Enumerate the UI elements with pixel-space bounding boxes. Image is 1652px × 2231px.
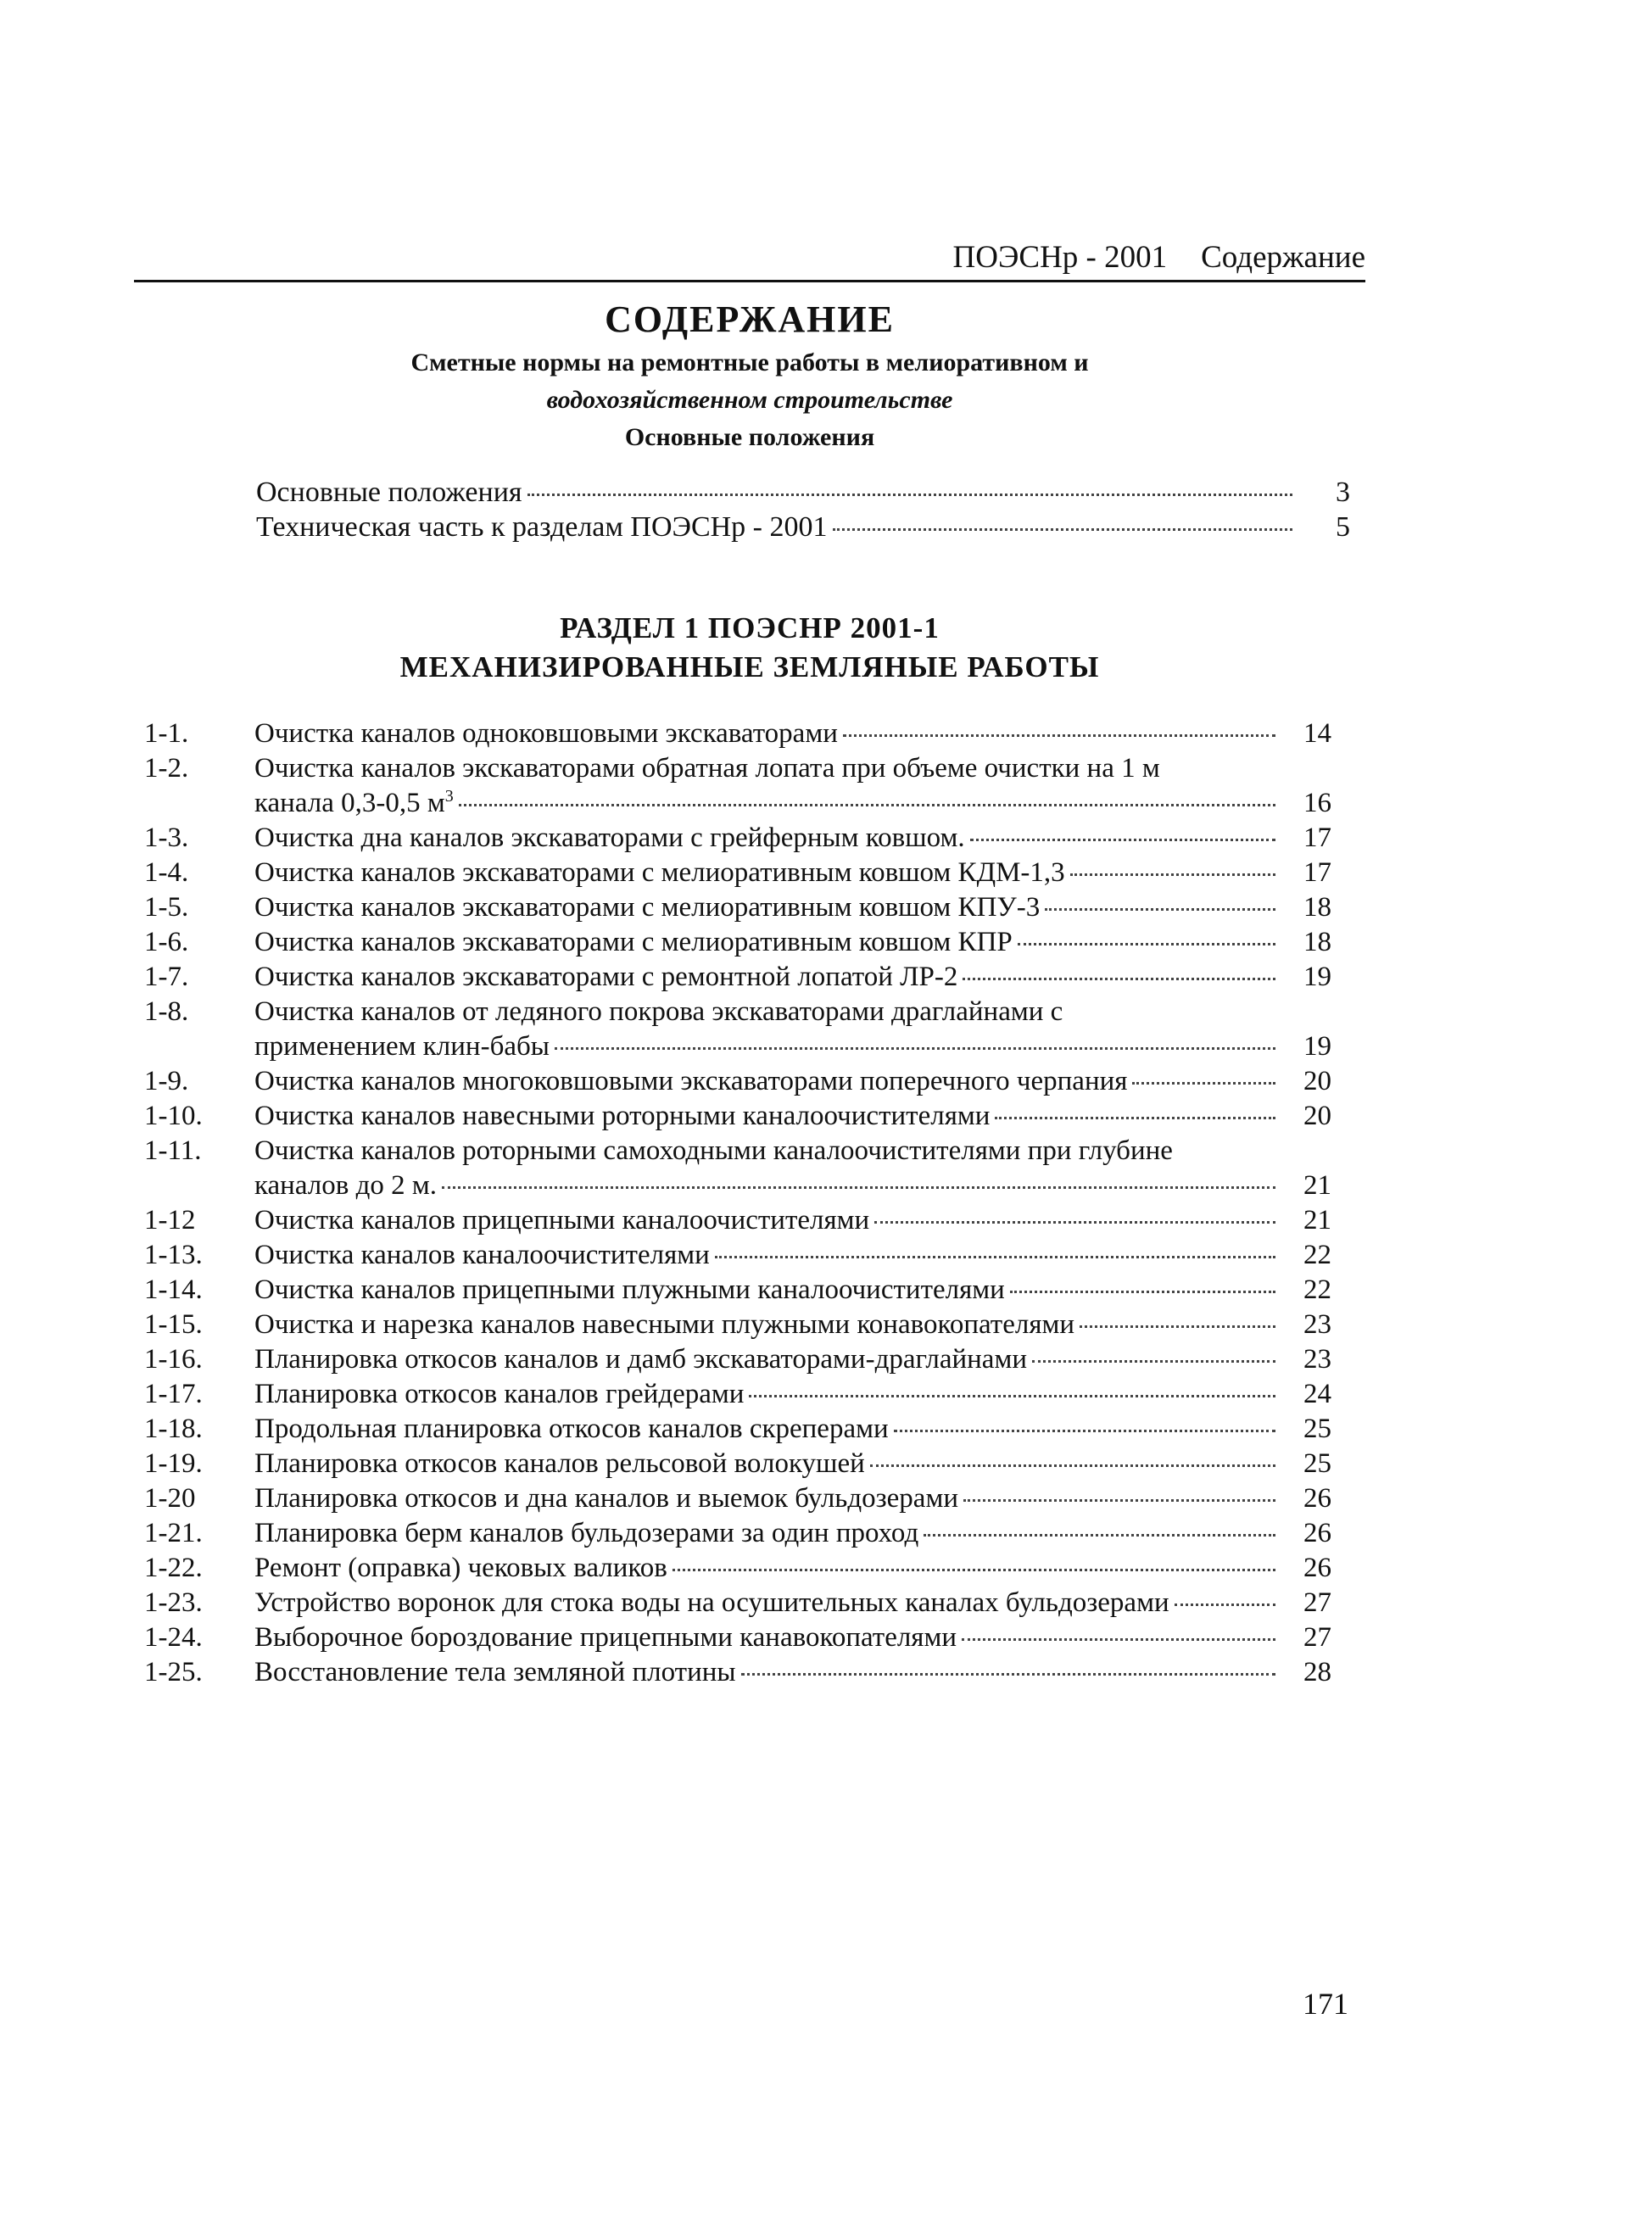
entry-text-line-1: Очистка каналов от ледяного покрова экскаваторами драглайнами с	[254, 996, 1063, 1027]
entry-text: Очистка каналов экскаваторами с ремонтной лопатой ЛР-2	[254, 962, 958, 992]
entry-body	[254, 1099, 1331, 1134]
entry-page: 18	[1303, 892, 1331, 923]
intro-toc	[256, 475, 1350, 544]
page-title: СОДЕРЖАНИЕ	[605, 298, 895, 340]
entry-number: 1-7.	[144, 962, 189, 992]
entry-line	[254, 1551, 1331, 1586]
entry-number: 1-6.	[144, 927, 189, 957]
toc-entry[interactable]	[144, 1620, 1331, 1655]
entry-number: 1-25.	[144, 1657, 203, 1687]
leader-dots	[1045, 908, 1275, 911]
entry-number: 1-1.	[144, 718, 189, 749]
entry-text-line-2-wrap	[254, 786, 454, 821]
entry-text: Очистка каналов многоковшовыми экскаваторами поперечного черпания	[254, 1066, 1128, 1096]
leader-dots	[442, 1186, 1275, 1189]
entry-page: 17	[1303, 823, 1331, 853]
entry-number: 1-22.	[144, 1553, 203, 1583]
entry-text: Очистка каналов экскаваторами с мелиоративным ковшом КПР	[254, 927, 1013, 957]
leader-dots	[555, 1047, 1275, 1050]
entry-number: 1-10.	[144, 1101, 203, 1131]
toc-entry[interactable]	[144, 1308, 1331, 1342]
entry-text: Очистка каналов одноковшовыми экскаваторами	[254, 718, 838, 749]
entry-body	[254, 1551, 1331, 1586]
entry-line	[254, 1238, 1331, 1273]
entry-line	[254, 1203, 1331, 1238]
entry-page: 26	[1303, 1553, 1331, 1583]
entry-first-line	[254, 995, 1331, 1029]
entry-page: 25	[1303, 1448, 1331, 1479]
entry-body	[254, 751, 1331, 821]
entry-body	[254, 925, 1331, 960]
leader-dots	[874, 1221, 1275, 1224]
entry-text: Очистка и нарезка каналов навесными плужными конавокопателями	[254, 1309, 1075, 1340]
subtitle-line-3: Основные положения	[624, 423, 875, 451]
toc-entry[interactable]	[144, 717, 1331, 751]
leader-dots	[673, 1569, 1275, 1571]
subtitle-line-2: водохозяйственном строительстве	[546, 386, 953, 414]
entry-body	[254, 1586, 1331, 1620]
entry-line	[254, 1064, 1331, 1099]
entry-body	[254, 1308, 1331, 1342]
entry-number: 1-12	[144, 1205, 196, 1235]
entry-page: 28	[1303, 1657, 1331, 1687]
leader-dots	[924, 1534, 1275, 1537]
toc-entry[interactable]	[144, 1551, 1331, 1586]
toc-entry[interactable]	[144, 1377, 1331, 1412]
entry-body	[254, 1655, 1331, 1690]
entry-body	[254, 717, 1331, 751]
entry-number: 1-8.	[144, 996, 189, 1027]
entry-body	[254, 960, 1331, 995]
entry-line	[254, 1655, 1331, 1690]
toc-entry[interactable]	[144, 856, 1331, 890]
toc-entry[interactable]	[144, 1203, 1331, 1238]
entry-line	[254, 1308, 1331, 1342]
entry-page: 18	[1303, 927, 1331, 957]
entry-page: 22	[1303, 1274, 1331, 1305]
section-subtitle: МЕХАНИЗИРОВАННЫЕ ЗЕМЛЯНЫЕ РАБОТЫ	[399, 650, 1100, 683]
intro-toc-entry[interactable]	[256, 475, 1350, 510]
entry-body	[254, 890, 1331, 925]
toc-entry[interactable]	[144, 1342, 1331, 1377]
entry-first-line	[254, 1134, 1331, 1168]
entry-line	[254, 1377, 1331, 1412]
entry-number: 1-17.	[144, 1379, 203, 1409]
entry-line	[254, 717, 1331, 751]
toc-entry[interactable]	[144, 995, 1331, 1064]
entry-text: Очистка каналов каналоочистителями	[254, 1240, 710, 1270]
entry-line	[254, 1412, 1331, 1447]
toc-entry[interactable]	[144, 1134, 1331, 1203]
entry-line	[254, 856, 1331, 890]
leader-dots	[749, 1395, 1275, 1397]
title-block	[134, 295, 1365, 456]
entry-number: 1-9.	[144, 1066, 189, 1096]
toc-entry[interactable]	[144, 1412, 1331, 1447]
entry-line	[254, 1481, 1331, 1516]
entry-body	[254, 1134, 1331, 1203]
entry-page: 27	[1303, 1587, 1331, 1618]
leader-dots	[995, 1117, 1275, 1119]
toc-entry[interactable]	[144, 1655, 1331, 1690]
entry-page: 20	[1303, 1066, 1331, 1096]
entry-last-line	[254, 1029, 1331, 1064]
entry-page: 24	[1303, 1379, 1331, 1409]
toc-entry[interactable]	[144, 1447, 1331, 1481]
toc-entry[interactable]	[144, 821, 1331, 856]
entry-text: Планировка откосов каналов грейдерами	[254, 1379, 745, 1409]
section-heading	[134, 609, 1365, 687]
leader-dots	[459, 804, 1275, 806]
entry-line	[254, 1620, 1331, 1655]
toc-entry[interactable]	[144, 1516, 1331, 1551]
leader-dots	[963, 1499, 1275, 1502]
entry-text: Очистка каналов прицепными каналоочистителями	[254, 1205, 870, 1235]
entry-page: 23	[1303, 1309, 1331, 1340]
leader-dots	[1132, 1082, 1275, 1085]
entry-first-line	[254, 751, 1331, 786]
leader-dots	[963, 978, 1275, 980]
entry-text: Восстановление тела земляной плотины	[254, 1657, 736, 1687]
intro-entry-text: Основные положения	[256, 477, 522, 508]
leader-dots	[962, 1638, 1275, 1641]
leader-dots	[1070, 873, 1275, 876]
toc-entry[interactable]	[144, 890, 1331, 925]
entry-number: 1-3.	[144, 823, 189, 853]
intro-entry-page: 5	[1336, 511, 1350, 543]
entry-line	[254, 1342, 1331, 1377]
entry-body	[254, 1516, 1331, 1551]
entry-body	[254, 1377, 1331, 1412]
entry-number: 1-14.	[144, 1274, 203, 1305]
entry-page: 26	[1303, 1518, 1331, 1548]
toc-entry[interactable]	[144, 1586, 1331, 1620]
toc-entry[interactable]	[144, 925, 1331, 960]
entry-page: 19	[1303, 1031, 1331, 1062]
entry-page: 23	[1303, 1344, 1331, 1375]
entry-number: 1-2.	[144, 753, 189, 784]
leader-dots	[715, 1256, 1275, 1258]
entry-line	[254, 890, 1331, 925]
leader-dots	[843, 734, 1275, 737]
entry-text: Выборочное бороздование прицепными канавокопателями	[254, 1622, 957, 1653]
entry-body	[254, 1064, 1331, 1099]
entry-page: 16	[1303, 788, 1331, 818]
entry-body	[254, 1412, 1331, 1447]
superscript: 3	[444, 787, 454, 806]
entry-body	[254, 1481, 1331, 1516]
entry-line	[254, 1586, 1331, 1620]
entry-line	[254, 821, 1331, 856]
entry-body	[254, 1273, 1331, 1308]
leader-dots	[1032, 1360, 1275, 1363]
toc-entry[interactable]	[144, 1099, 1331, 1134]
entry-text-line-2-wrap	[254, 1168, 437, 1203]
header-code: ПОЭСНр - 2001	[952, 240, 1168, 275]
toc-entries	[144, 717, 1331, 1690]
entry-body	[254, 1342, 1331, 1377]
entry-text: Планировка берм каналов бульдозерами за один проход	[254, 1518, 919, 1548]
page-number: 171	[1303, 1987, 1348, 2021]
leader-dots	[894, 1430, 1275, 1432]
entry-body	[254, 1447, 1331, 1481]
toc-entry[interactable]	[144, 751, 1331, 821]
entry-page: 17	[1303, 857, 1331, 888]
entry-text-line-2: применением клин-бабы	[254, 1031, 550, 1062]
entry-line	[254, 1099, 1331, 1134]
entry-number: 1-13.	[144, 1240, 203, 1270]
leader-dots	[970, 839, 1275, 841]
leader-dots	[1175, 1604, 1275, 1606]
entry-line	[254, 925, 1331, 960]
entry-number: 1-21.	[144, 1518, 203, 1548]
entry-number: 1-16.	[144, 1344, 203, 1375]
entry-page: 14	[1303, 718, 1331, 749]
intro-toc-entry[interactable]	[256, 510, 1350, 544]
entry-text-line-2-wrap	[254, 1029, 550, 1064]
leader-dots	[527, 494, 1292, 496]
entry-line	[254, 960, 1331, 995]
entry-page: 26	[1303, 1483, 1331, 1514]
entry-number: 1-15.	[144, 1309, 203, 1340]
entry-text: Очистка каналов навесными роторными каналоочистителями	[254, 1101, 991, 1131]
entry-text: Планировка откосов и дна каналов и выемок бульдозерами	[254, 1483, 958, 1514]
entry-text-line-2: каналов до 2 м.	[254, 1170, 437, 1201]
entry-body	[254, 821, 1331, 856]
entry-last-line	[254, 786, 1331, 821]
leader-dots	[1018, 943, 1275, 945]
entry-text-line-1: Очистка каналов роторными самоходными каналоочистителями при глубине	[254, 1135, 1173, 1166]
toc-entry[interactable]	[144, 1273, 1331, 1308]
section-title: РАЗДЕЛ 1 ПОЭСНР 2001-1	[560, 611, 940, 644]
entry-body	[254, 1620, 1331, 1655]
entry-text-line-1: Очистка каналов экскаваторами обратная лопата при объеме очистки на 1 м	[254, 753, 1160, 784]
entry-number: 1-20	[144, 1483, 196, 1514]
leader-dots	[1010, 1291, 1275, 1293]
intro-entry-page: 3	[1336, 477, 1350, 508]
toc-entry[interactable]	[144, 960, 1331, 995]
entry-line	[254, 1273, 1331, 1308]
subtitle-line-1: Сметные нормы на ремонтные работы в мелиоративном и	[410, 349, 1089, 376]
entry-text: Очистка каналов прицепными плужными каналоочистителями	[254, 1274, 1005, 1305]
toc-entry[interactable]	[144, 1238, 1331, 1273]
entry-number: 1-4.	[144, 857, 189, 888]
entry-text-line-2: канала 0,3-0,5 м	[254, 788, 445, 818]
entry-page: 27	[1303, 1622, 1331, 1653]
entry-line	[254, 1447, 1331, 1481]
entry-number: 1-24.	[144, 1622, 203, 1653]
entry-number: 1-18.	[144, 1414, 203, 1444]
entry-text: Планировка откосов каналов рельсовой волокушей	[254, 1448, 865, 1479]
entry-text: Ремонт (оправка) чековых валиков	[254, 1553, 667, 1583]
entry-page: 19	[1303, 962, 1331, 992]
entry-line	[254, 1516, 1331, 1551]
intro-entry-text: Техническая часть к разделам ПОЭСНр - 2001	[256, 511, 828, 543]
header-label: Содержание	[1201, 240, 1365, 275]
entry-number: 1-11.	[144, 1135, 202, 1166]
entry-page: 21	[1303, 1170, 1331, 1201]
entry-number: 1-23.	[144, 1587, 203, 1618]
entry-text: Очистка каналов экскаваторами с мелиоративным ковшом КПУ-3	[254, 892, 1041, 923]
entry-text: Планировка откосов каналов и дамб экскаваторами-драглайнами	[254, 1344, 1027, 1375]
entry-body	[254, 856, 1331, 890]
leader-dots	[870, 1464, 1275, 1467]
entry-page: 21	[1303, 1205, 1331, 1235]
entry-text: Очистка каналов экскаваторами с мелиоративным ковшом КДМ-1,3	[254, 857, 1065, 888]
entry-page: 20	[1303, 1101, 1331, 1131]
running-header	[134, 239, 1365, 282]
entry-page: 25	[1303, 1414, 1331, 1444]
toc-entry[interactable]	[144, 1481, 1331, 1516]
entry-text: Очистка дна каналов экскаваторами с грейферным ковшом.	[254, 823, 965, 853]
leader-dots	[833, 528, 1292, 531]
entry-page: 22	[1303, 1240, 1331, 1270]
entry-text: Продольная планировка откосов каналов скреперами	[254, 1414, 889, 1444]
entry-number: 1-5.	[144, 892, 189, 923]
entry-body	[254, 1203, 1331, 1238]
entry-text: Устройство воронок для стока воды на осушительных каналах бульдозерами	[254, 1587, 1169, 1618]
entry-number: 1-19.	[144, 1448, 203, 1479]
leader-dots	[741, 1673, 1275, 1676]
toc-entry[interactable]	[144, 1064, 1331, 1099]
entry-body	[254, 995, 1331, 1064]
entry-body	[254, 1238, 1331, 1273]
entry-last-line	[254, 1168, 1331, 1203]
leader-dots	[1080, 1325, 1275, 1328]
